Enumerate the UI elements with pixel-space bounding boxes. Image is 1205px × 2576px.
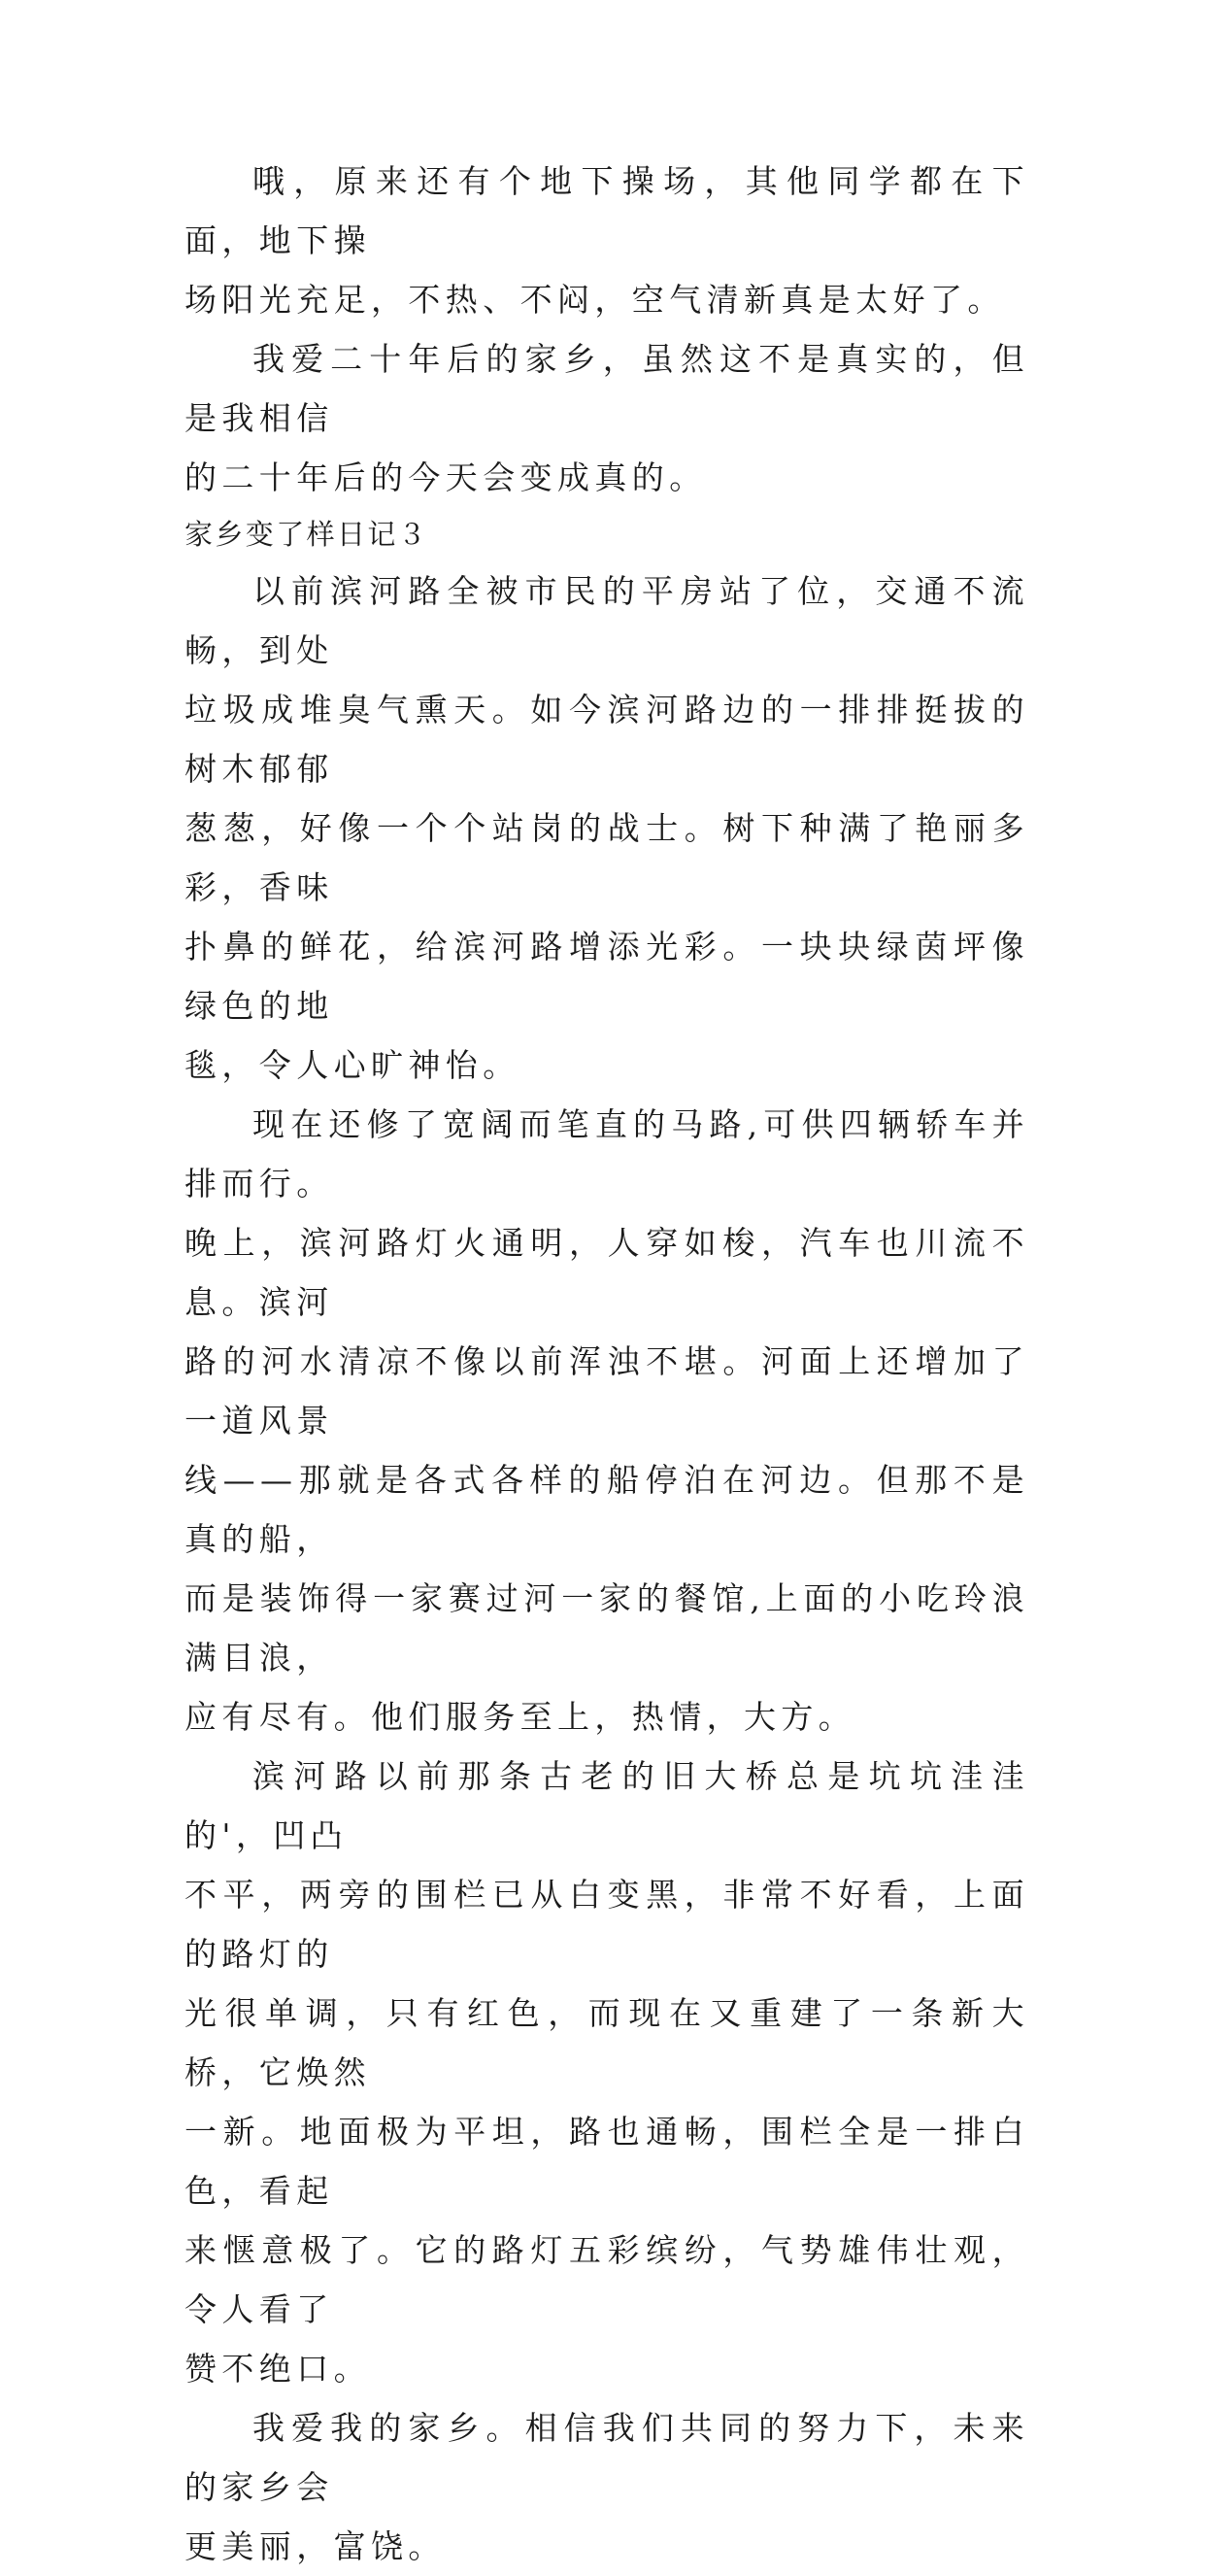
text-line: 毯，令人心旷神怡。: [184, 1046, 520, 1084]
text-line: 场阳光充足，不热、不闷，空气清新真是太好了。: [184, 281, 1005, 319]
heading-text: 家乡变了样日记３: [184, 518, 429, 551]
text-line: 应有尽有。他们服务至上，热情，大方。: [184, 1698, 856, 1736]
text-line: 线——那就是各式各样的船停泊在河边。但那不是真的船，: [184, 1461, 1029, 1558]
paragraph-closing: [184, 2398, 1029, 2576]
text-line: 赞不绝口。: [184, 2350, 371, 2388]
text-line: 现在还修了宽阔而笔直的马路,可供四辆轿车并排而行。: [184, 1105, 1029, 1203]
text-line: 路的河水清凉不像以前浑浊不堪。河面上还增加了一道风景: [184, 1342, 1029, 1440]
text-line: 光很单调，只有红色，而现在又重建了一条新大桥，它焕然: [184, 1994, 1029, 2091]
paragraph-new-bridge: [184, 1746, 1029, 2398]
text-line: 一新。地面极为平坦，路也通畅，围栏全是一排白色，看起: [184, 2113, 1029, 2210]
text-line: 不平，两旁的围栏已从白变黑，非常不好看，上面的路灯的: [184, 1876, 1029, 1973]
paragraph-love-hometown-future: [184, 329, 1029, 507]
paragraph-wide-road-and-boats: [184, 1095, 1029, 1746]
text-line: 更美丽，富饶。: [184, 2527, 446, 2565]
paragraph-binhe-road-before-after: [184, 561, 1029, 1095]
document-page: [184, 152, 1029, 2576]
paragraph-underground-playground: [184, 152, 1029, 329]
text-line: 葱葱，好像一个个站岗的战士。树下种满了艳丽多彩，香味: [184, 809, 1029, 906]
text-line: 晚上，滨河路灯火通明，人穿如梭，汽车也川流不息。滨河: [184, 1224, 1029, 1321]
text-line: 扑鼻的鲜花，给滨河路增添光彩。一块块绿茵坪像绿色的地: [184, 928, 1029, 1025]
text-line: 来惬意极了。它的路灯五彩缤纷，气势雄伟壮观，令人看了: [184, 2231, 1029, 2328]
text-line: 哦，原来还有个地下操场，其他同学都在下面，地下操: [184, 162, 1029, 259]
text-line: 垃圾成堆臭气熏天。如今滨河路边的一排排挺拔的树木郁郁: [184, 691, 1029, 788]
section-heading: [184, 507, 1029, 561]
text-line: 我爱我的家乡。相信我们共同的努力下，未来的家乡会: [184, 2409, 1029, 2506]
text-line: 而是装饰得一家赛过河一家的餐馆,上面的小吃玲浪满目浪，: [184, 1579, 1029, 1677]
text-line: 我爱二十年后的家乡，虽然这不是真实的，但是我相信: [184, 340, 1029, 437]
text-line: 滨河路以前那条古老的旧大桥总是坑坑洼洼的'，凹凸: [184, 1757, 1029, 1854]
text-line: 的二十年后的今天会变成真的。: [184, 458, 707, 496]
text-line: 以前滨河路全被市民的平房站了位，交通不流畅，到处: [184, 572, 1029, 669]
